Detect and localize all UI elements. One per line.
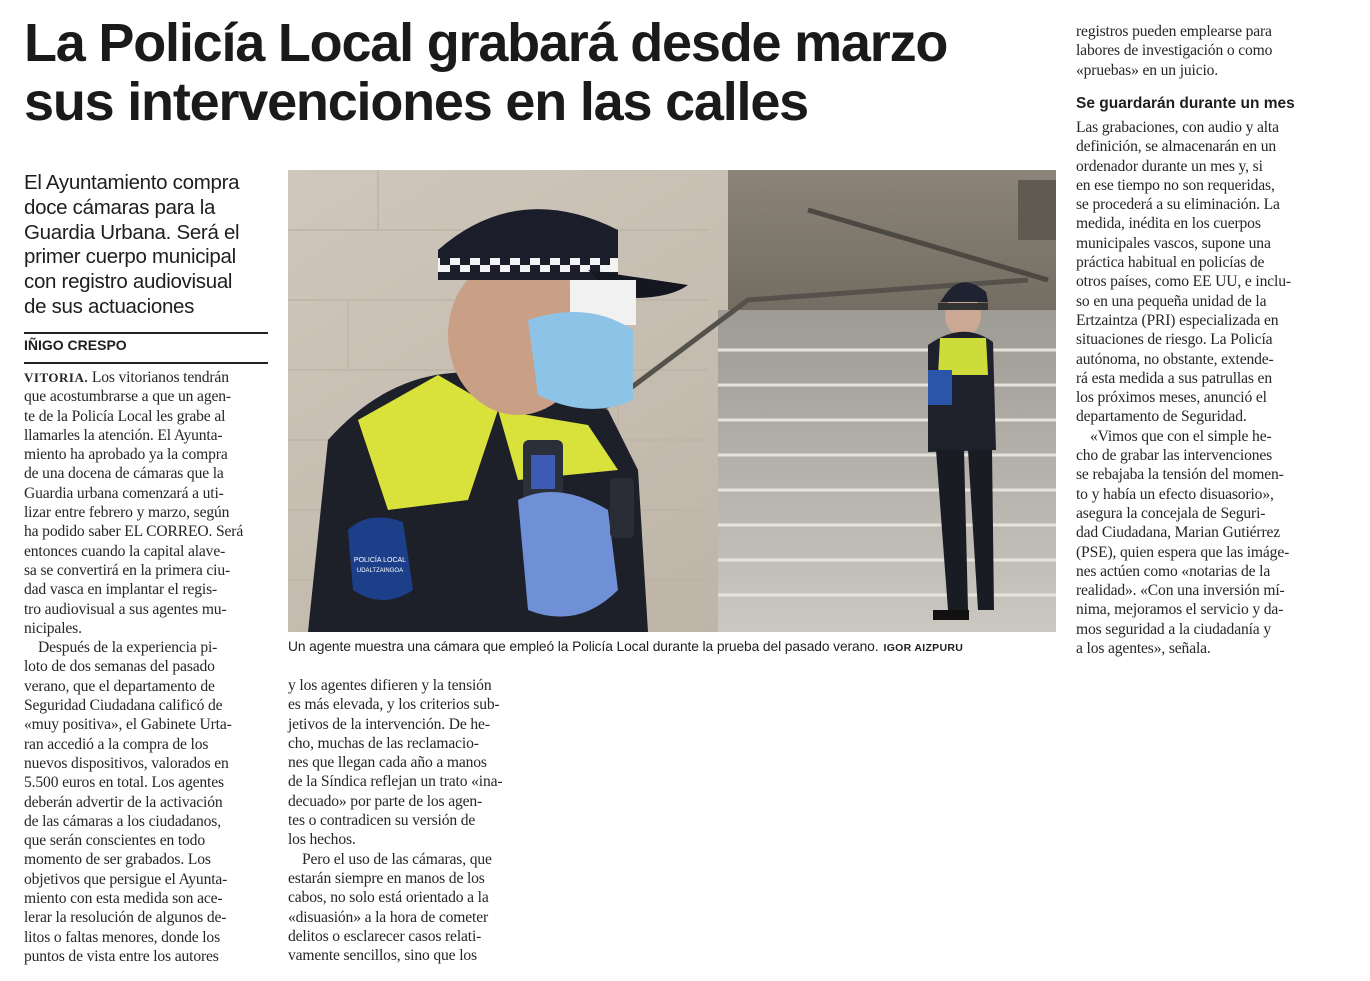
- body-text-line: dad vasca en implantar el regis-: [24, 581, 218, 599]
- badge-text: POLICÍA LOCAL: [353, 557, 407, 564]
- body-text-line: municipales vascos, supone una: [1076, 234, 1271, 252]
- body-column-3-top: [1076, 22, 1322, 80]
- body-text-line: es más elevada, y los criterios sub-: [288, 696, 500, 714]
- body-text-line: lerar la resolución de algunos de-: [24, 909, 227, 927]
- article-photo: [288, 170, 1056, 632]
- body-text-line: «pruebas» en un juicio.: [1076, 61, 1219, 79]
- body-text-line: «muy positiva», el Gabinete Urta-: [24, 716, 232, 734]
- body-text-line: definición, se almacenarán en un: [1076, 138, 1276, 156]
- byline: IÑIGO CRESPO: [24, 337, 127, 353]
- body-text-line: Las grabaciones, con audio y alta: [1076, 119, 1279, 136]
- body-text-line: sa se convertirá en la primera ciu-: [24, 561, 231, 579]
- headline-line-1: La Policía Local grabará desde marzo: [24, 13, 948, 73]
- body-text-line: de una docena de cámaras que la: [24, 465, 224, 483]
- body-text-line: miento con esta medida son ace-: [24, 890, 223, 908]
- body-text-line: los hechos.: [288, 831, 356, 849]
- body-text-line: práctica habitual en policías de: [1076, 254, 1265, 272]
- body-text-line: de las cámaras a los ciudadanos,: [24, 812, 221, 830]
- body-text-line: objetivos que persigue el Ayunta-: [24, 870, 228, 888]
- body-text-line: Seguridad Ciudadana calificó de: [24, 697, 223, 715]
- body-text-line: loto de dos semanas del pasado: [24, 658, 215, 676]
- body-text-line: mos seguridad a la ciudadanía y: [1076, 620, 1271, 638]
- body-text-line: medida, inédita en los cuerpos: [1076, 215, 1261, 233]
- body-text-line: realidad». «Con una inversión mí-: [1076, 582, 1285, 600]
- body-text-line: ha podido saber EL CORREO. Será: [24, 523, 244, 541]
- body-text-line: nes actúen como «notarias de la: [1076, 562, 1271, 580]
- body-text-line: nuevos dispositivos, valorados en: [24, 754, 229, 772]
- body-text-line: te de la Policía Local les grabe al: [24, 407, 226, 425]
- body-text-line: verano, que el departamento de: [24, 677, 215, 695]
- body-text-line: nes que llegan cada año a manos: [288, 754, 487, 772]
- body-text-line: llamarles la atención. El Ayunta-: [24, 426, 223, 444]
- body-text-line: delitos o esclarecer casos relati-: [288, 927, 482, 945]
- body-first-line-text: Los vitorianos tendrán: [88, 369, 229, 386]
- article-headline: [24, 14, 1044, 132]
- subhead-line: de sus actuaciones: [24, 294, 195, 318]
- body-text-line: 5.500 euros en total. Los agentes: [24, 774, 224, 792]
- subhead-line: Guardia Urbana. Será el: [24, 220, 240, 244]
- byline-bottom-rule: [24, 362, 268, 364]
- body-text-line: cabos, no solo está orientado a la: [288, 889, 489, 907]
- photo-caption: [288, 638, 963, 657]
- body-text-line: nima, mejoramos el servicio y da-: [1076, 601, 1284, 619]
- article-subhead: [24, 171, 274, 320]
- body-text-line: so en una pequeña unidad de la: [1076, 292, 1267, 310]
- body-text-line: dad Ciudadana, Marian Gutiérrez: [1076, 524, 1281, 542]
- body-text-line: decuado» por parte de los agen-: [288, 792, 483, 810]
- body-text-line: (PSE), quien espera que las imáge-: [1076, 543, 1290, 561]
- subhead-line: doce cámaras para la: [24, 195, 216, 219]
- photo-police-officer-camera: [288, 170, 1056, 632]
- body-text-line: momento de ser grabados. Los: [24, 851, 211, 869]
- body-text-line: que serán conscientes en todo: [24, 832, 205, 850]
- body-text-line: «Vimos que con el simple he-: [1090, 427, 1272, 445]
- subhead-line: primer cuerpo municipal: [24, 245, 236, 269]
- body-text-line: otros países, como EE UU, e inclu-: [1076, 273, 1291, 291]
- body-text-line: situaciones de riesgo. La Policía: [1076, 331, 1273, 349]
- body-text-line: «disuasión» a la hora de cometer: [288, 908, 489, 926]
- section-subtitle: Se guardarán durante un mes: [1076, 95, 1295, 112]
- headline-line-2: sus intervenciones en las calles: [24, 72, 809, 132]
- body-text-line: entonces cuando la capital alave-: [24, 542, 226, 560]
- body-text-line: puntos de vista entre los autores: [24, 947, 219, 965]
- body-text-line: autónoma, no obstante, extende-: [1076, 350, 1274, 368]
- body-text-line: estarán siempre en manos de los: [288, 869, 485, 887]
- body-column-2: [288, 676, 534, 965]
- body-text-line: rá esta medida a sus patrullas en: [1076, 369, 1272, 387]
- body-first-line: [24, 368, 270, 387]
- body-text-line: to y había un efecto disuasorio»,: [1076, 485, 1274, 503]
- body-text-line: miento ha aprobado ya la compra: [24, 446, 228, 464]
- body-text-line: ran accedió a la compra de los: [24, 735, 209, 753]
- dateline: VITORIA.: [24, 370, 89, 385]
- body-text-line: litos o faltas menores, donde los: [24, 928, 221, 946]
- body-text-line: Después de la experiencia pi-: [38, 639, 218, 657]
- body-text-line: se rebajaba la tensión del momen-: [1076, 466, 1284, 484]
- body-text-line: tro audiovisual a sus agentes mu-: [24, 600, 227, 618]
- body-text-line: registros pueden emplearse para: [1076, 23, 1272, 40]
- body-text-line: departamento de Seguridad.: [1076, 408, 1247, 426]
- body-text-line: jetivos de la intervención. De he-: [288, 715, 490, 733]
- subhead-line: El Ayuntamiento compra: [24, 171, 240, 194]
- body-text-line: deberán advertir de la activación: [24, 793, 223, 811]
- body-text-line: lizar entre febrero y marzo, según: [24, 504, 230, 522]
- body-text-line: nicipales.: [24, 619, 82, 637]
- body-text-line: se procederá a su eliminación. La: [1076, 196, 1280, 214]
- body-text-line: en ese tiempo no son requeridas,: [1076, 176, 1275, 194]
- body-column-3: [1076, 118, 1322, 658]
- photo-credit: IGOR AIZPURU: [883, 642, 964, 654]
- subhead-line: con registro audiovisual: [24, 270, 233, 294]
- body-text-line: ordenador durante un mes y, si: [1076, 157, 1263, 175]
- body-column-1: [24, 368, 270, 966]
- body-text-line: tes o contradicen su versión de: [288, 812, 476, 830]
- body-text-line: a los agentes», señala.: [1076, 640, 1211, 658]
- body-text-line: Guardia urbana comenzará a uti-: [24, 484, 224, 502]
- body-text-line: vamente sencillos, sino que los: [288, 947, 477, 965]
- body-text-line: labores de investigación o como: [1076, 42, 1273, 60]
- badge-text: UDALTZAINGOA: [356, 568, 404, 574]
- body-text-line: de la Síndica reflejan un trato «ina-: [288, 773, 503, 791]
- byline-top-rule: [24, 332, 268, 334]
- body-text-line: que acostumbrarse a que un agen-: [24, 388, 231, 406]
- body-text-line: y los agentes difieren y la tensión: [288, 677, 492, 694]
- body-text-line: Ertzaintza (PRI) especializada en: [1076, 311, 1279, 329]
- body-text-line: cho, muchas de las reclamacio-: [288, 734, 479, 752]
- body-text-line: asegura la concejala de Seguri-: [1076, 504, 1266, 522]
- body-text-line: Pero el uso de las cámaras, que: [302, 850, 492, 868]
- caption-text: Un agente muestra una cámara que empleó la Policía Local durante la prueba del pasado verano.: [288, 639, 879, 654]
- body-text-line: los próximos meses, anunció el: [1076, 389, 1267, 407]
- body-text-line: cho de grabar las intervenciones: [1076, 447, 1273, 465]
